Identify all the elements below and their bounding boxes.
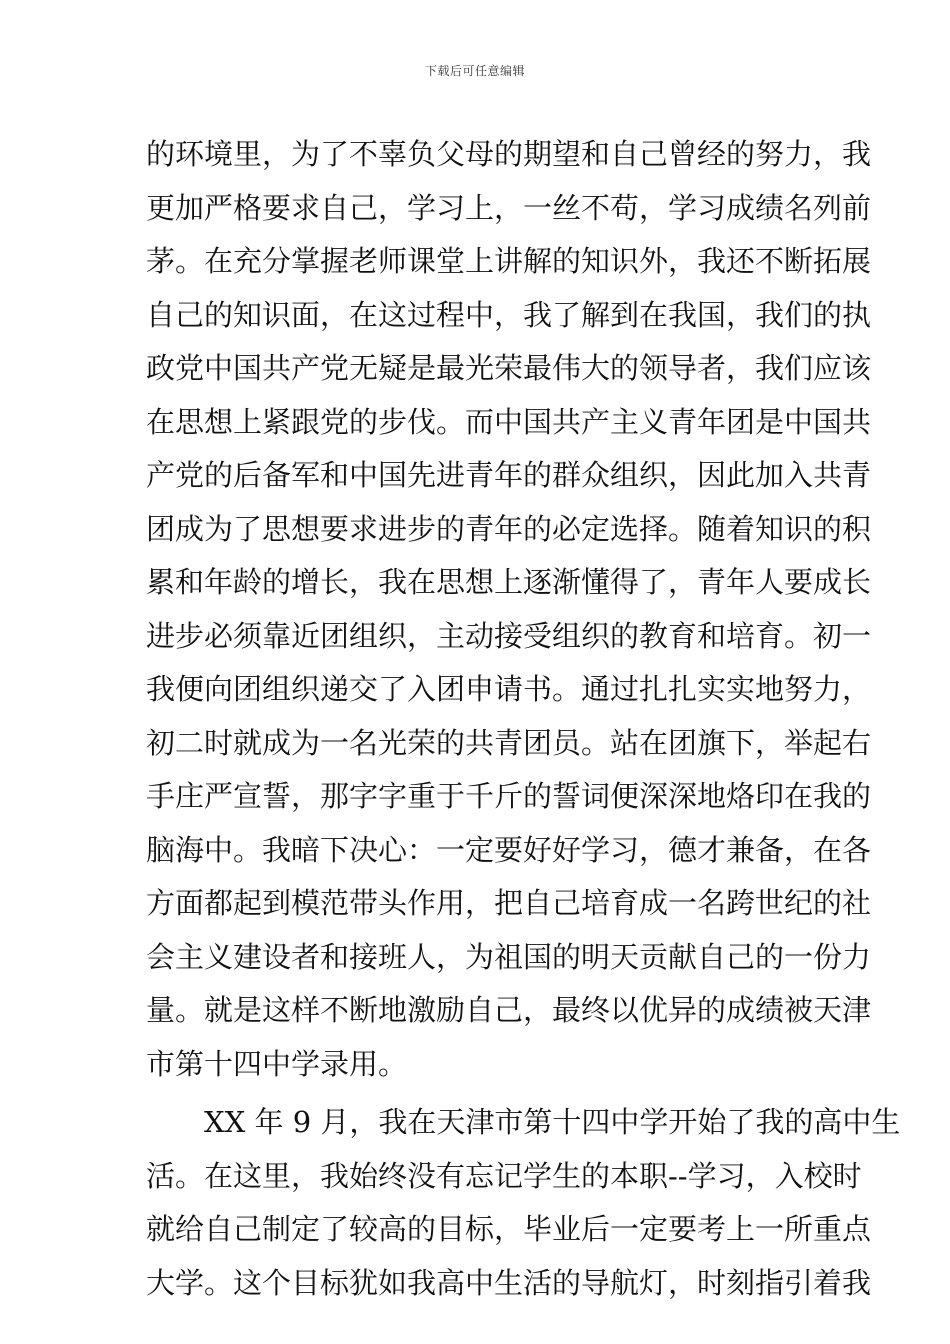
text-line: 市第十四中学录用。 — [146, 1046, 408, 1081]
text-line: 活。在这里，我始终没有忘记学生的本职--学习，入校时 — [146, 1158, 862, 1193]
text-line: 产党的后备军和中国先进青年的群众组织，因此加入共青 — [146, 458, 872, 492]
document-body — [146, 128, 901, 1310]
text-line: 进步必须靠近团组织，主动接受组织的教育和培育。初一 — [146, 618, 872, 653]
text-line: 茅。在充分掌握老师课堂上讲解的知识外，我还不断拓展 — [146, 244, 872, 278]
paragraph-1 — [146, 128, 872, 1091]
text-line: 方面都起到模范带头作用，把自己培育成一名跨世纪的社 — [146, 886, 872, 920]
text-line: 初二时就成为一名光荣的共青团员。站在团旗下，举起右 — [146, 725, 872, 760]
page-header: 下载后可任意编辑 — [424, 64, 525, 78]
text-line: 自己的知识面，在这过程中，我了解到在我国，我们的执 — [146, 297, 872, 332]
text-line: 累和年龄的增长，我在思想上逐渐懂得了，青年人要成长 — [146, 565, 872, 599]
text-line: 的环境里，为了不辜负父母的期望和自己曾经的努力，我 — [146, 137, 872, 171]
text-line: 就给自己制定了较高的目标，毕业后一定要考上一所重点 — [146, 1212, 872, 1246]
text-line: 我便向团组织递交了入团申请书。通过扎扎实实地努力， — [146, 672, 872, 706]
text-line-indented: XX 年 9 月，我在天津市第十四中学开始了我的高中生 — [204, 1105, 901, 1139]
text-line: 大学。这个目标犹如我高中生活的导航灯，时刻指引着我 — [146, 1265, 872, 1300]
text-line: 脑海中。我暗下决心：一定要好好学习，德才兼备，在各 — [146, 832, 872, 867]
text-line: 团成为了思想要求进步的青年的必定选择。随着知识的积 — [146, 511, 872, 546]
text-line: 手庄严宣誓，那字字重于千斤的誓词便深深地烙印在我的 — [146, 779, 872, 813]
text-line: 会主义建设者和接班人，为祖国的明天贡献自己的一份力 — [146, 939, 872, 974]
text-line: 政党中国共产党无疑是最光荣最伟大的领导者，我们应该 — [146, 351, 872, 385]
paragraph-2 — [146, 1096, 901, 1310]
text-line: 在思想上紧跟党的步伐。而中国共产主义青年团是中国共 — [146, 404, 872, 439]
text-line: 量。就是这样不断地激励自己，最终以优异的成绩被天津 — [146, 993, 872, 1027]
text-line: 更加严格要求自己，学习上，一丝不苟，学习成绩名列前 — [146, 190, 872, 225]
